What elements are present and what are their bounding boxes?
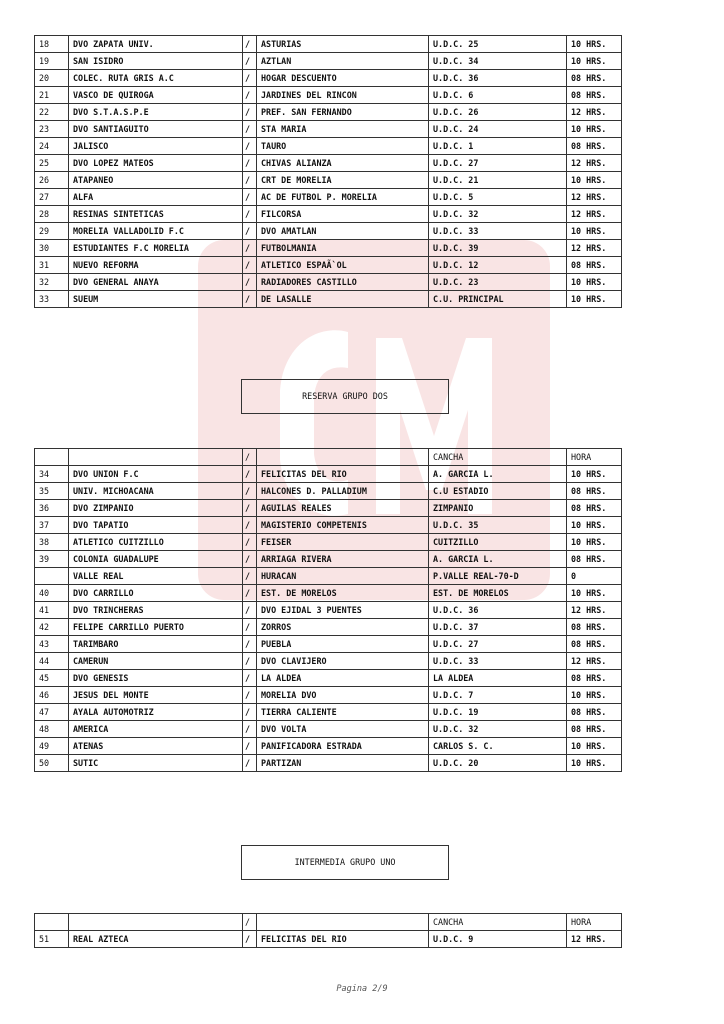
match-number-cell: 47: [35, 704, 69, 721]
table-row: [35, 274, 622, 291]
away-team-cell: DVO VOLTA: [257, 721, 429, 738]
table-row: [35, 240, 622, 257]
away-team-cell: STA MARIA: [257, 121, 429, 138]
home-team-cell: DVO TRINCHERAS: [69, 602, 243, 619]
versus-separator-cell: /: [243, 636, 257, 653]
match-number-cell: 50: [35, 755, 69, 772]
versus-separator-cell: /: [243, 206, 257, 223]
home-team-cell: DVO UNION F.C: [69, 466, 243, 483]
match-number-cell: 38: [35, 534, 69, 551]
field-name-cell: U.D.C. 26: [429, 104, 567, 121]
table-row: [35, 619, 622, 636]
match-time-cell: 08 HRS.: [567, 70, 622, 87]
field-name-cell: U.D.C. 33: [429, 223, 567, 240]
match-time-cell: 08 HRS.: [567, 257, 622, 274]
header-match-time: HORA: [567, 449, 622, 466]
away-team-cell: AZTLAN: [257, 53, 429, 70]
field-name-cell: U.D.C. 25: [429, 36, 567, 53]
away-team-cell: PANIFICADORA ESTRADA: [257, 738, 429, 755]
away-team-cell: ARRIAGA RIVERA: [257, 551, 429, 568]
match-number-cell: 18: [35, 36, 69, 53]
match-time-cell: 08 HRS.: [567, 551, 622, 568]
home-team-cell: DVO SANTIAGUITO: [69, 121, 243, 138]
home-team-cell: FELIPE CARRILLO PUERTO: [69, 619, 243, 636]
versus-separator-cell: /: [243, 70, 257, 87]
versus-separator-cell: /: [243, 585, 257, 602]
versus-separator-cell: /: [243, 240, 257, 257]
home-team-cell: ATLETICO CUITZILLO: [69, 534, 243, 551]
home-team-cell: DVO ZAPATA UNIV.: [69, 36, 243, 53]
field-name-cell: U.D.C. 7: [429, 687, 567, 704]
field-name-cell: U.D.C. 32: [429, 206, 567, 223]
table-body: [35, 449, 622, 772]
versus-separator-cell: /: [243, 500, 257, 517]
match-number-cell: 39: [35, 551, 69, 568]
away-team-cell: HURACAN: [257, 568, 429, 585]
table-row: [35, 70, 622, 87]
match-number-cell: 44: [35, 653, 69, 670]
versus-separator-cell: /: [243, 274, 257, 291]
match-time-cell: 0: [567, 568, 622, 585]
match-time-cell: 12 HRS.: [567, 155, 622, 172]
match-number-cell: 35: [35, 483, 69, 500]
away-team-cell: DVO CLAVIJERO: [257, 653, 429, 670]
table-row: [35, 670, 622, 687]
table-row: [35, 223, 622, 240]
section-title-intermedia-grupo-uno: INTERMEDIA GRUPO UNO: [241, 845, 449, 880]
match-time-cell: 10 HRS.: [567, 687, 622, 704]
home-team-cell: DVO ZIMPANIO: [69, 500, 243, 517]
match-number-cell: 36: [35, 500, 69, 517]
match-number-cell: 32: [35, 274, 69, 291]
versus-separator-cell: /: [243, 704, 257, 721]
match-number-cell: 29: [35, 223, 69, 240]
match-time-cell: 10 HRS.: [567, 121, 622, 138]
home-team-cell: COLEC. RUTA GRIS A.C: [69, 70, 243, 87]
match-time-cell: 08 HRS.: [567, 87, 622, 104]
versus-separator-cell: /: [243, 483, 257, 500]
match-time-cell: 12 HRS.: [567, 240, 622, 257]
match-time-cell: 10 HRS.: [567, 585, 622, 602]
match-time-cell: 12 HRS.: [567, 104, 622, 121]
versus-separator-cell: /: [243, 172, 257, 189]
table-row: [35, 687, 622, 704]
table-row: [35, 87, 622, 104]
away-team-cell: FELICITAS DEL RIO: [257, 931, 429, 948]
header-away-team: [257, 449, 429, 466]
table-row: [35, 138, 622, 155]
match-number-cell: 40: [35, 585, 69, 602]
field-name-cell: U.D.C. 12: [429, 257, 567, 274]
match-time-cell: 10 HRS.: [567, 755, 622, 772]
versus-separator-cell: /: [243, 738, 257, 755]
field-name-cell: U.D.C. 9: [429, 931, 567, 948]
away-team-cell: FEISER: [257, 534, 429, 551]
away-team-cell: EST. DE MORELOS: [257, 585, 429, 602]
match-time-cell: 08 HRS.: [567, 500, 622, 517]
away-team-cell: DE LASALLE: [257, 291, 429, 308]
table-row: [35, 189, 622, 206]
match-time-cell: 10 HRS.: [567, 172, 622, 189]
schedule-table-3: [34, 913, 622, 948]
versus-separator-cell: /: [243, 551, 257, 568]
header-home-team: [69, 914, 243, 931]
field-name-cell: U.D.C. 23: [429, 274, 567, 291]
home-team-cell: CAMERUN: [69, 653, 243, 670]
table-row: [35, 104, 622, 121]
header-home-team: [69, 449, 243, 466]
table-row: [35, 483, 622, 500]
match-time-cell: 08 HRS.: [567, 721, 622, 738]
match-time-cell: 10 HRS.: [567, 738, 622, 755]
match-time-cell: 10 HRS.: [567, 223, 622, 240]
versus-separator-cell: /: [243, 670, 257, 687]
match-time-cell: 10 HRS.: [567, 36, 622, 53]
away-team-cell: PUEBLA: [257, 636, 429, 653]
versus-separator-cell: /: [243, 53, 257, 70]
table-body: [35, 914, 622, 948]
home-team-cell: TARIMBARO: [69, 636, 243, 653]
home-team-cell: JESUS DEL MONTE: [69, 687, 243, 704]
field-name-cell: U.D.C. 19: [429, 704, 567, 721]
home-team-cell: REAL AZTECA: [69, 931, 243, 948]
table-row: [35, 121, 622, 138]
home-team-cell: COLONIA GUADALUPE: [69, 551, 243, 568]
away-team-cell: ASTURIAS: [257, 36, 429, 53]
field-name-cell: U.D.C. 34: [429, 53, 567, 70]
table-row: [35, 466, 622, 483]
field-name-cell: A. GARCIA L.: [429, 466, 567, 483]
table-row: [35, 636, 622, 653]
header-field-name: CANCHA: [429, 914, 567, 931]
versus-separator-cell: /: [243, 87, 257, 104]
home-team-cell: SAN ISIDRO: [69, 53, 243, 70]
versus-separator-cell: /: [243, 155, 257, 172]
away-team-cell: TIERRA CALIENTE: [257, 704, 429, 721]
field-name-cell: U.D.C. 5: [429, 189, 567, 206]
field-name-cell: U.D.C. 27: [429, 155, 567, 172]
match-time-cell: 10 HRS.: [567, 466, 622, 483]
home-team-cell: JALISCO: [69, 138, 243, 155]
field-name-cell: U.D.C. 33: [429, 653, 567, 670]
field-name-cell: U.D.C. 1: [429, 138, 567, 155]
home-team-cell: UNIV. MICHOACANA: [69, 483, 243, 500]
header-versus-separator: /: [243, 449, 257, 466]
away-team-cell: TAURO: [257, 138, 429, 155]
header-versus-separator: /: [243, 914, 257, 931]
away-team-cell: DVO EJIDAL 3 PUENTES: [257, 602, 429, 619]
versus-separator-cell: /: [243, 653, 257, 670]
match-number-cell: 25: [35, 155, 69, 172]
home-team-cell: DVO LOPEZ MATEOS: [69, 155, 243, 172]
field-name-cell: U.D.C. 39: [429, 240, 567, 257]
versus-separator-cell: /: [243, 138, 257, 155]
header-away-team: [257, 914, 429, 931]
header-field-name: CANCHA: [429, 449, 567, 466]
schedule-table-2: [34, 448, 622, 772]
header-match-number: [35, 449, 69, 466]
home-team-cell: MORELIA VALLADOLID F.C: [69, 223, 243, 240]
table-row: [35, 568, 622, 585]
field-name-cell: CUITZILLO: [429, 534, 567, 551]
versus-separator-cell: /: [243, 223, 257, 240]
versus-separator-cell: /: [243, 257, 257, 274]
table-row: [35, 602, 622, 619]
away-team-cell: JARDINES DEL RINCON: [257, 87, 429, 104]
match-number-cell: 49: [35, 738, 69, 755]
match-number-cell: 23: [35, 121, 69, 138]
match-time-cell: 10 HRS.: [567, 291, 622, 308]
field-name-cell: EST. DE MORELOS: [429, 585, 567, 602]
home-team-cell: NUEVO REFORMA: [69, 257, 243, 274]
match-time-cell: 12 HRS.: [567, 653, 622, 670]
field-name-cell: U.D.C. 37: [429, 619, 567, 636]
away-team-cell: ZORROS: [257, 619, 429, 636]
match-time-cell: 08 HRS.: [567, 704, 622, 721]
field-name-cell: ZIMPANIO: [429, 500, 567, 517]
table-row: [35, 206, 622, 223]
table-header-row: [35, 914, 622, 931]
home-team-cell: VALLE REAL: [69, 568, 243, 585]
home-team-cell: DVO S.T.A.S.P.E: [69, 104, 243, 121]
field-name-cell: P.VALLE REAL-70-D: [429, 568, 567, 585]
match-number-cell: [35, 568, 69, 585]
home-team-cell: DVO GENERAL ANAYA: [69, 274, 243, 291]
match-number-cell: 45: [35, 670, 69, 687]
away-team-cell: AGUILAS REALES: [257, 500, 429, 517]
field-name-cell: U.D.C. 24: [429, 121, 567, 138]
page-number: Pagina 2/9: [336, 984, 388, 994]
table-row: [35, 291, 622, 308]
away-team-cell: CRT DE MORELIA: [257, 172, 429, 189]
match-time-cell: 08 HRS.: [567, 138, 622, 155]
field-name-cell: U.D.C. 36: [429, 70, 567, 87]
match-time-cell: 10 HRS.: [567, 534, 622, 551]
table-row: [35, 551, 622, 568]
field-name-cell: C.U. PRINCIPAL: [429, 291, 567, 308]
home-team-cell: DVO CARRILLO: [69, 585, 243, 602]
match-number-cell: 27: [35, 189, 69, 206]
match-number-cell: 37: [35, 517, 69, 534]
versus-separator-cell: /: [243, 619, 257, 636]
table-body: [35, 36, 622, 308]
match-number-cell: 46: [35, 687, 69, 704]
home-team-cell: ESTUDIANTES F.C MORELIA: [69, 240, 243, 257]
header-match-time: HORA: [567, 914, 622, 931]
field-name-cell: CARLOS S. C.: [429, 738, 567, 755]
match-number-cell: 31: [35, 257, 69, 274]
header-match-number: [35, 914, 69, 931]
table-row: [35, 931, 622, 948]
versus-separator-cell: /: [243, 568, 257, 585]
table-row: [35, 738, 622, 755]
table-row: [35, 53, 622, 70]
match-time-cell: 08 HRS.: [567, 619, 622, 636]
match-number-cell: 42: [35, 619, 69, 636]
home-team-cell: SUTIC: [69, 755, 243, 772]
table-row: [35, 155, 622, 172]
away-team-cell: PARTIZAN: [257, 755, 429, 772]
field-name-cell: U.D.C. 36: [429, 602, 567, 619]
table-header-row: [35, 449, 622, 466]
home-team-cell: SUEUM: [69, 291, 243, 308]
versus-separator-cell: /: [243, 602, 257, 619]
match-number-cell: 33: [35, 291, 69, 308]
away-team-cell: HALCONES D. PALLADIUM: [257, 483, 429, 500]
home-team-cell: RESINAS SINTETICAS: [69, 206, 243, 223]
versus-separator-cell: /: [243, 755, 257, 772]
away-team-cell: FUTBOLMANIA: [257, 240, 429, 257]
away-team-cell: MAGISTERIO COMPETENIS: [257, 517, 429, 534]
table-row: [35, 172, 622, 189]
field-name-cell: A. GARCIA L.: [429, 551, 567, 568]
schedule-table-1: [34, 35, 622, 308]
match-number-cell: 19: [35, 53, 69, 70]
match-time-cell: 12 HRS.: [567, 189, 622, 206]
home-team-cell: ATENAS: [69, 738, 243, 755]
versus-separator-cell: /: [243, 121, 257, 138]
away-team-cell: CHIVAS ALIANZA: [257, 155, 429, 172]
versus-separator-cell: /: [243, 721, 257, 738]
match-time-cell: 10 HRS.: [567, 517, 622, 534]
match-number-cell: 28: [35, 206, 69, 223]
away-team-cell: PREF. SAN FERNANDO: [257, 104, 429, 121]
match-number-cell: 22: [35, 104, 69, 121]
away-team-cell: MORELIA DVO: [257, 687, 429, 704]
match-time-cell: 12 HRS.: [567, 931, 622, 948]
table-row: [35, 257, 622, 274]
match-number-cell: 30: [35, 240, 69, 257]
versus-separator-cell: /: [243, 534, 257, 551]
field-name-cell: C.U ESTADIO: [429, 483, 567, 500]
table-row: [35, 500, 622, 517]
match-time-cell: 10 HRS.: [567, 53, 622, 70]
match-time-cell: 12 HRS.: [567, 602, 622, 619]
table-row: [35, 755, 622, 772]
match-time-cell: 08 HRS.: [567, 483, 622, 500]
match-time-cell: 08 HRS.: [567, 670, 622, 687]
match-number-cell: 20: [35, 70, 69, 87]
home-team-cell: AYALA AUTOMOTRIZ: [69, 704, 243, 721]
match-time-cell: 08 HRS.: [567, 636, 622, 653]
field-name-cell: U.D.C. 27: [429, 636, 567, 653]
match-number-cell: 51: [35, 931, 69, 948]
home-team-cell: VASCO DE QUIROGA: [69, 87, 243, 104]
match-number-cell: 41: [35, 602, 69, 619]
versus-separator-cell: /: [243, 36, 257, 53]
versus-separator-cell: /: [243, 931, 257, 948]
versus-separator-cell: /: [243, 189, 257, 206]
away-team-cell: ATLETICO ESPAÃ`OL: [257, 257, 429, 274]
away-team-cell: LA ALDEA: [257, 670, 429, 687]
versus-separator-cell: /: [243, 291, 257, 308]
field-name-cell: LA ALDEA: [429, 670, 567, 687]
home-team-cell: DVO GENESIS: [69, 670, 243, 687]
table-row: [35, 721, 622, 738]
table-row: [35, 585, 622, 602]
field-name-cell: U.D.C. 20: [429, 755, 567, 772]
away-team-cell: FILCORSA: [257, 206, 429, 223]
section-title-reserva-grupo-dos: RESERVA GRUPO DOS: [241, 379, 449, 414]
table-row: [35, 704, 622, 721]
away-team-cell: AC DE FUTBOL P. MORELIA: [257, 189, 429, 206]
versus-separator-cell: /: [243, 466, 257, 483]
versus-separator-cell: /: [243, 687, 257, 704]
match-number-cell: 24: [35, 138, 69, 155]
table-row: [35, 36, 622, 53]
home-team-cell: ATAPANEO: [69, 172, 243, 189]
match-time-cell: 10 HRS.: [567, 274, 622, 291]
match-number-cell: 43: [35, 636, 69, 653]
home-team-cell: ALFA: [69, 189, 243, 206]
match-number-cell: 26: [35, 172, 69, 189]
away-team-cell: RADIADORES CASTILLO: [257, 274, 429, 291]
versus-separator-cell: /: [243, 104, 257, 121]
home-team-cell: DVO TAPATIO: [69, 517, 243, 534]
match-time-cell: 12 HRS.: [567, 206, 622, 223]
match-number-cell: 21: [35, 87, 69, 104]
away-team-cell: FELICITAS DEL RIO: [257, 466, 429, 483]
match-number-cell: 34: [35, 466, 69, 483]
table-row: [35, 534, 622, 551]
field-name-cell: U.D.C. 21: [429, 172, 567, 189]
home-team-cell: AMERICA: [69, 721, 243, 738]
table-row: [35, 653, 622, 670]
field-name-cell: U.D.C. 35: [429, 517, 567, 534]
match-number-cell: 48: [35, 721, 69, 738]
field-name-cell: U.D.C. 32: [429, 721, 567, 738]
table-row: [35, 517, 622, 534]
versus-separator-cell: /: [243, 517, 257, 534]
away-team-cell: DVO AMATLAN: [257, 223, 429, 240]
field-name-cell: U.D.C. 6: [429, 87, 567, 104]
away-team-cell: HOGAR DESCUENTO: [257, 70, 429, 87]
